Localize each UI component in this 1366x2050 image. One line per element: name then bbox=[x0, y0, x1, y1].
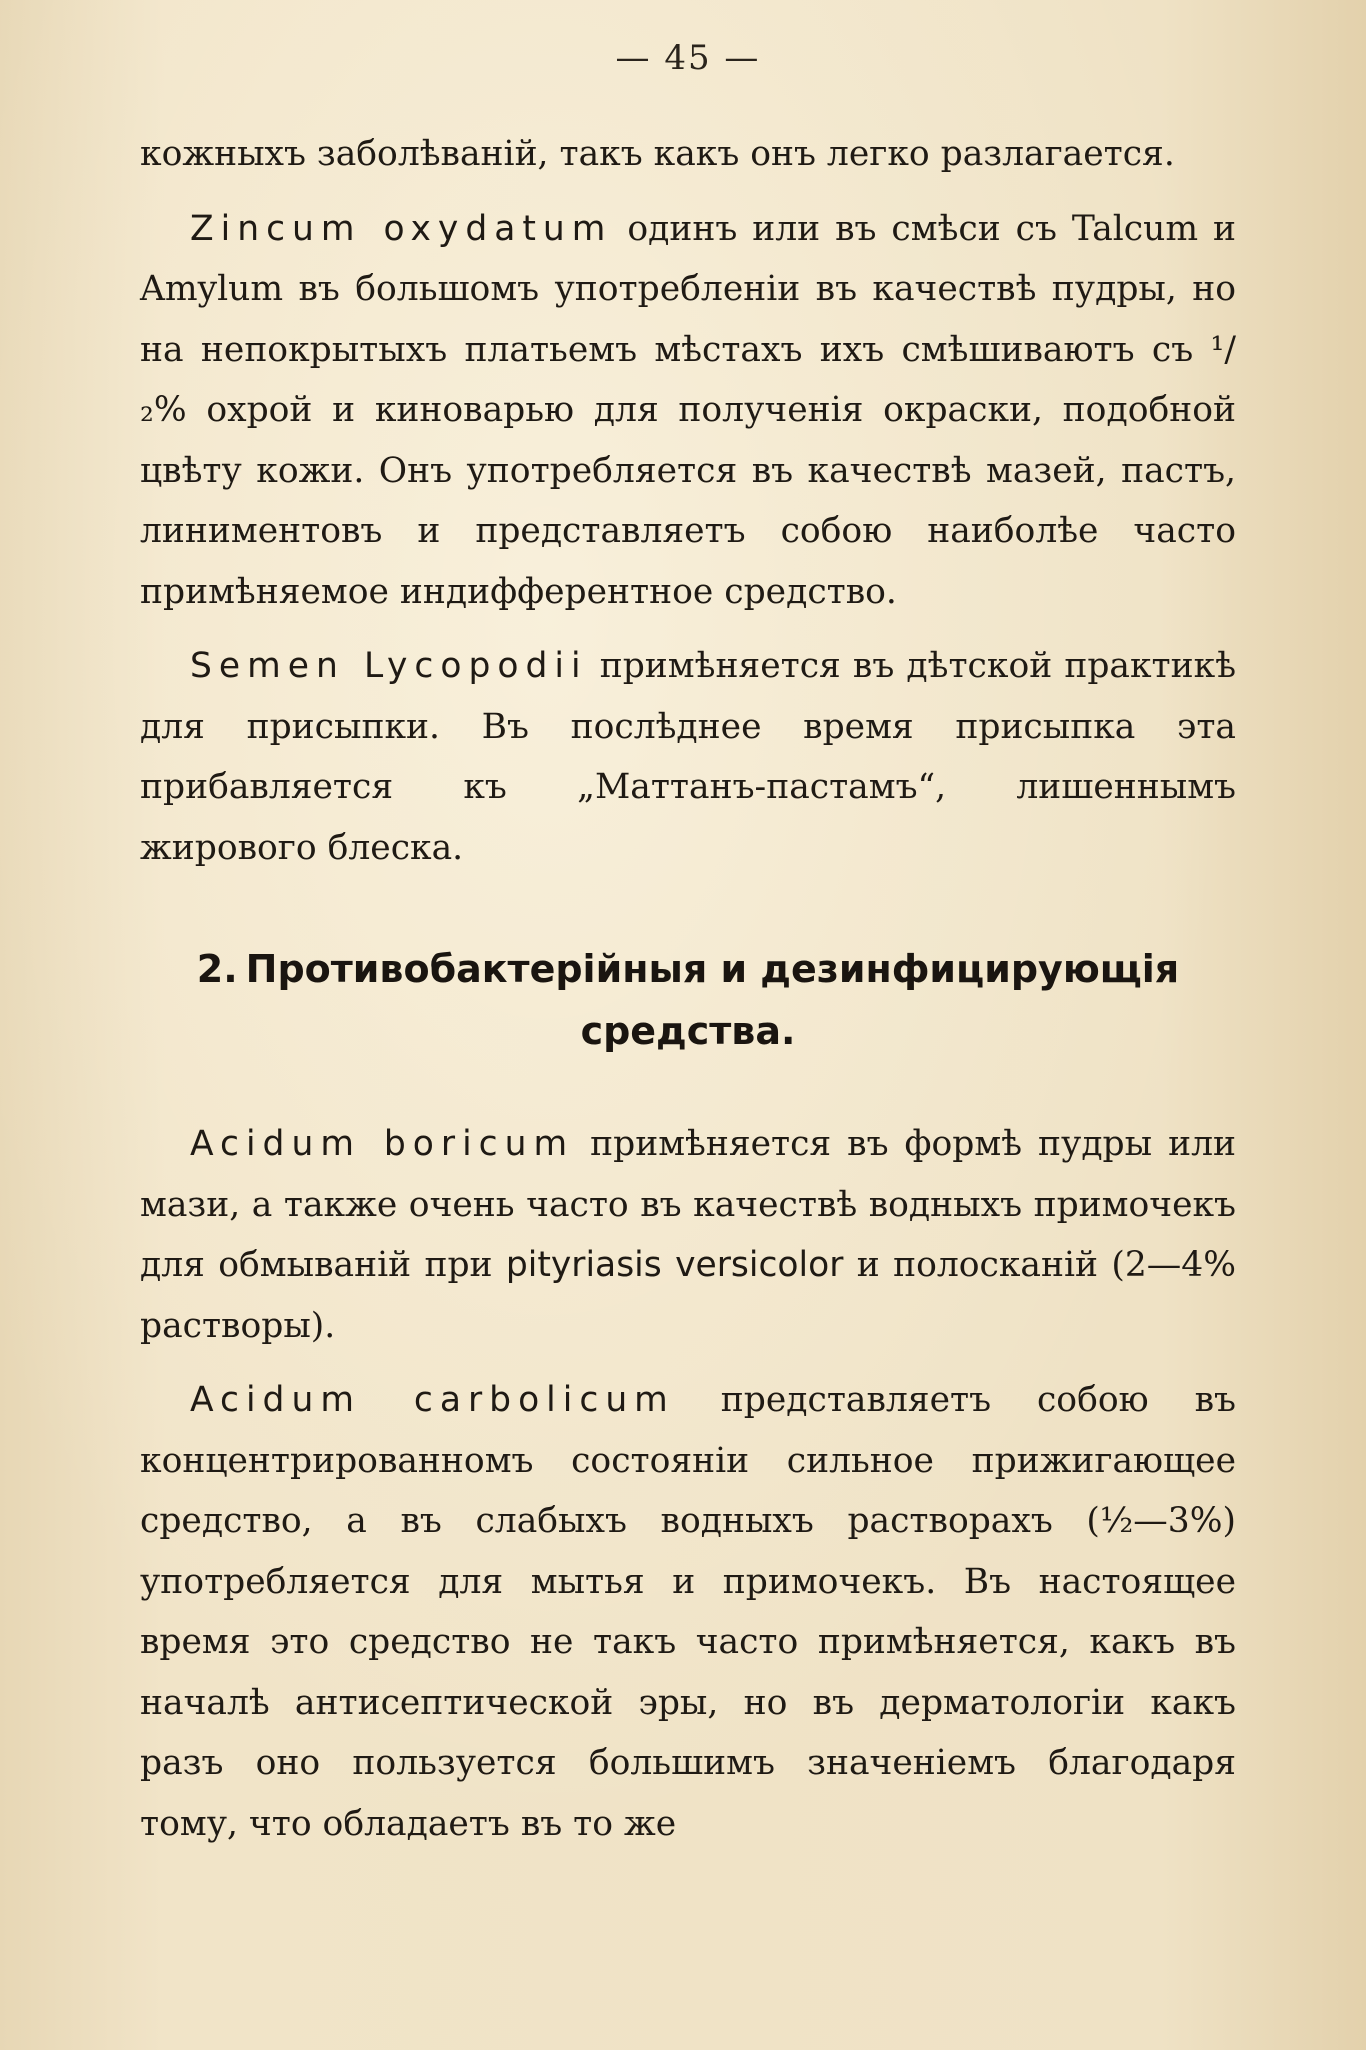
paragraph-continuation bbox=[140, 124, 1236, 185]
paragraph-boricum bbox=[140, 1114, 1236, 1356]
paragraph-text: и полосканій (2—4% растворы). bbox=[140, 1245, 1236, 1346]
paragraph-lycopodii bbox=[140, 636, 1236, 878]
paragraph-text: примѣняется въ дѣтской практикѣ для присыпки. Въ послѣднее время присыпка эта прибавляется къ „Маттанъ-пастамъ“, лишеннымъ жирового блеска. bbox=[140, 646, 1236, 868]
term-acidum-carbolicum: Acidum carbolicum bbox=[190, 1380, 675, 1420]
fraction-percent: ¹/₂% bbox=[140, 329, 1236, 430]
section-title: Противобактерійныя и дезинфицирующія средства. bbox=[245, 947, 1180, 1053]
section-number: 2. bbox=[196, 947, 238, 991]
page-number: — 45 — bbox=[615, 38, 761, 78]
paragraph-carbolicum bbox=[140, 1370, 1236, 1854]
section-heading bbox=[140, 938, 1236, 1062]
term-zincum-oxydatum: Zincum oxydatum bbox=[190, 208, 613, 249]
paragraph-zincum bbox=[140, 199, 1236, 623]
paragraph-text: одинъ или въ смѣси съ Talcum и Amylum въ большомъ употребленіи въ качествѣ пудры, но на непокрытыхъ платьемъ мѣстахъ ихъ смѣшиваютъ съ bbox=[140, 208, 1237, 370]
paragraph-text: охрой и киноварью для полученія окраски, подобной цвѣту кожи. Онъ употребляется въ качествѣ мазей, пастъ, линиментовъ и представляетъ собою наиболѣе часто примѣняемое индифферентное средство. bbox=[140, 390, 1236, 612]
paragraph-text: примѣняется въ формѣ пудры или мази, а также очень часто въ качествѣ водныхъ примочекъ для обмываній при bbox=[140, 1124, 1236, 1285]
term-pityriasis-versicolor: pityriasis versicolor bbox=[505, 1245, 844, 1285]
paragraph-text: кожныхъ заболѣваній, такъ какъ онъ легко разлагается. bbox=[140, 134, 1175, 174]
term-acidum-boricum: Acidum boricum bbox=[190, 1124, 575, 1164]
paragraph-text: представляетъ собою въ концентрированномъ состояніи сильное прижигающее средство, а въ слабыхъ водныхъ растворахъ (½—3%) употребляется для мытья и примочекъ. Въ настоящее время это средство не такъ часто примѣняется, какъ въ началѣ антисептической эры, но въ дерматологіи какъ разъ оно пользуется большимъ значеніемъ благодаря тому, что обладаетъ въ то же bbox=[140, 1380, 1236, 1844]
term-semen-lycopodii: Semen Lycopodii bbox=[190, 646, 588, 686]
